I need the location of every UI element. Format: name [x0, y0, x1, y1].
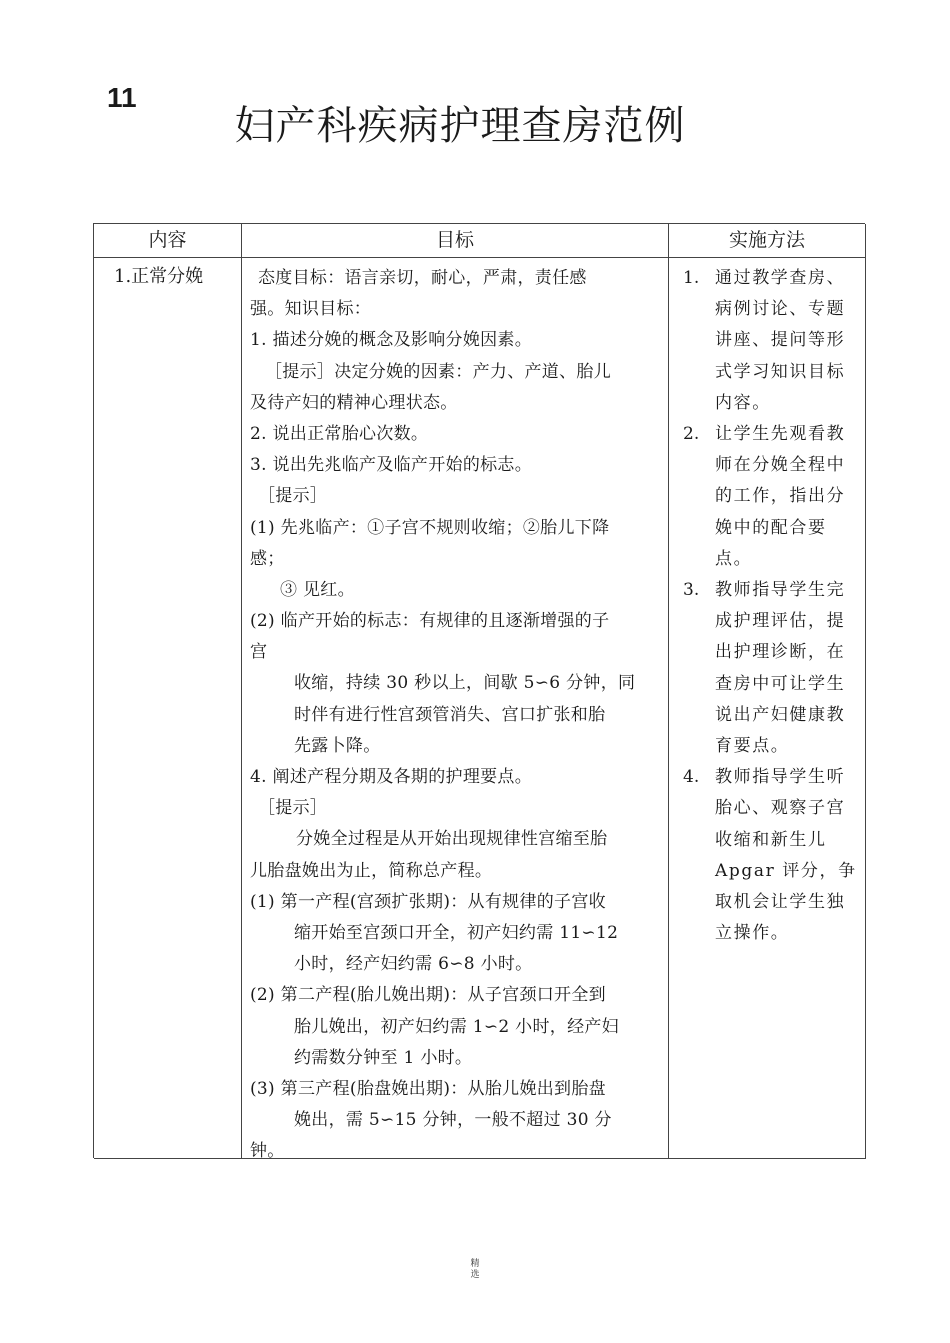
- method-number: 3.: [683, 580, 700, 601]
- method-text: 通过教学查房、病例讨论、专题讲座、提问等形式学习知识目标内容。: [715, 268, 846, 413]
- method-number: 4.: [683, 767, 700, 788]
- document-title: 妇产科疾病护理查房范例: [234, 103, 686, 149]
- goal-line: (2) 第二产程(胎儿娩出期)：从子宫颈口开全到: [250, 985, 606, 1006]
- method-item: [683, 762, 861, 949]
- goal-line: (1) 第一产程(宫颈扩张期)：从有规律的子宫收: [250, 891, 606, 912]
- goal-line: ③ 见红。: [280, 579, 355, 600]
- content-label: 1.正常分娩: [114, 266, 204, 287]
- goal-line: (3) 第三产程(胎盘娩出期)：从胎儿娩出到胎盘: [250, 1078, 606, 1099]
- goal-line: 1. 描述分娩的概念及影响分娩因素。: [250, 330, 533, 351]
- page-number: 11: [107, 82, 137, 113]
- goal-line: 态度目标：语言亲切，耐心，严肃，责任感: [258, 268, 587, 288]
- goal-line: 约需数分钟至 1 小时。: [294, 1047, 473, 1068]
- method-text: 教师指导学生听胎心、观察子宫收缩和新生儿 Apgar 评分，争取机会让学生独立操作。: [715, 767, 857, 944]
- goals-text: [250, 263, 664, 1167]
- goal-line: 宫: [250, 642, 268, 663]
- footer-mark: [440, 1259, 510, 1281]
- goal-line: 3. 说出先兆临产及临产开始的标志。: [250, 455, 533, 476]
- goal-line: 胎儿娩出，初产妇约需 1∽2 小时，经产妇: [294, 1016, 619, 1037]
- methods-list: [683, 263, 861, 949]
- goal-line: 娩出，需 5∽15 分钟，一般不超过 30 分: [294, 1110, 612, 1131]
- goal-line: 缩开始至宫颈口开全，初产妇约需 11∽12: [294, 922, 619, 943]
- method-item: [683, 263, 861, 419]
- goals-cell: [242, 258, 669, 1162]
- goal-line: 2. 说出正常胎心次数。: [250, 423, 429, 444]
- goal-line: (1) 先兆临产：①子宫不规则收缩；②胎儿下降: [250, 517, 610, 538]
- content-cell: [94, 258, 242, 1159]
- goal-line: 强。知识目标：: [250, 299, 372, 320]
- goal-line: 感；: [250, 548, 285, 569]
- method-number: 2.: [683, 424, 700, 445]
- method-text: 让学生先观看教师在分娩全程中的工作，指出分娩中的配合要点。: [715, 424, 846, 569]
- footer-char: 选: [470, 1270, 480, 1280]
- method-item: [683, 419, 861, 575]
- goal-line: 儿胎盘娩出为止，简称总产程。: [250, 860, 493, 881]
- goal-line: 钟。: [250, 1141, 285, 1162]
- goal-line: 分娩全过程是从开始出现规律性宫缩至胎: [296, 829, 608, 850]
- header-content: 内容: [94, 224, 242, 258]
- goal-line: ［提示］决定分娩的因素：产力、产道、胎儿: [265, 361, 611, 382]
- goal-line: 收缩，持续 30 秒以上，间歇 5∽6 分钟，同: [294, 673, 636, 694]
- goal-line: 及待产妇的精神心理状态。: [250, 392, 458, 413]
- goal-line: (2) 临产开始的标志：有规律的且逐渐增强的子: [250, 611, 610, 632]
- method-item: [683, 575, 861, 762]
- goal-line: 时伴有进行性宫颈管消失、宫口扩张和胎: [294, 704, 606, 725]
- goal-line: 4. 阐述产程分期及各期的护理要点。: [250, 767, 533, 787]
- goal-line: ［提示］: [258, 798, 328, 819]
- header-methods: 实施方法: [669, 224, 866, 258]
- teaching-plan-table: [93, 223, 865, 1162]
- footer-char: 精: [470, 1259, 480, 1269]
- goal-line: 先露卜降。: [294, 735, 381, 756]
- header-goals: 目标: [242, 224, 669, 258]
- methods-cell: [669, 258, 866, 1159]
- method-number: 1.: [683, 268, 700, 288]
- goal-line: 小时，经产妇约需 6∽8 小时。: [294, 954, 533, 975]
- method-text: 教师指导学生完成护理评估，提出护理诊断，在查房中可让学生说出产妇健康教育要点。: [715, 580, 846, 757]
- goal-line: ［提示］: [258, 486, 328, 507]
